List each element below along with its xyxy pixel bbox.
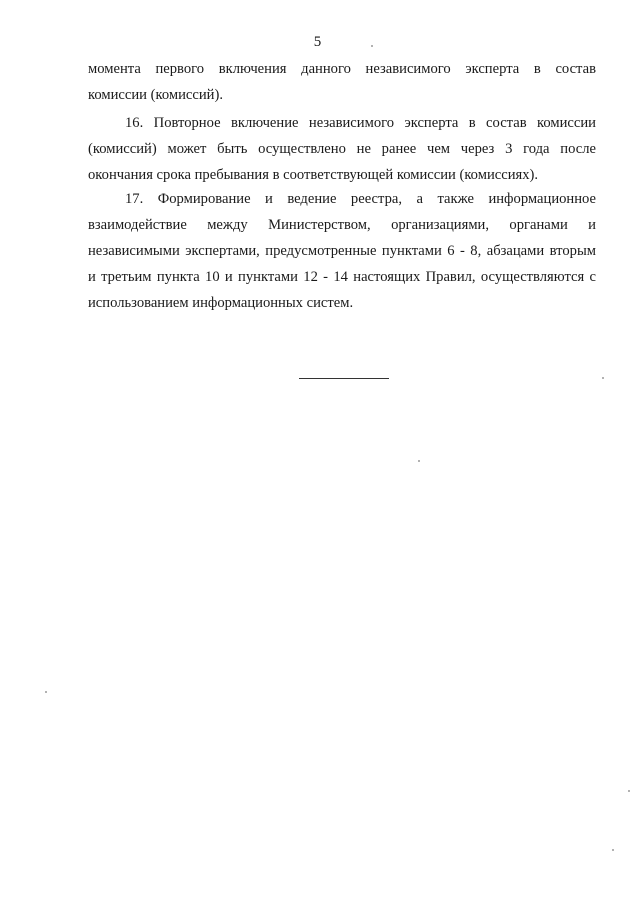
paragraph-line: взаимодействие между Министерством, организациями, органами и xyxy=(88,217,596,233)
paragraph-line: 17. Формирование и ведение реестра, а также информационное xyxy=(125,191,596,207)
paragraph-line: окончания срока пребывания в соответствующей комиссии (комиссиях). xyxy=(88,167,539,183)
paragraph-line: (комиссий) может быть осуществлено не ранее чем через 3 года после xyxy=(88,141,596,157)
paragraph-line: использованием информационных систем. xyxy=(88,295,354,311)
paragraph-17 xyxy=(88,186,596,316)
paragraph-continued xyxy=(88,56,596,108)
page-number: 5 xyxy=(313,34,322,50)
scan-speck xyxy=(45,691,47,693)
scan-speck xyxy=(418,460,420,462)
paragraph-line: независимыми экспертами, предусмотренные пунктами 6 - 8, абзацами вторым xyxy=(88,243,596,259)
paragraph-line: 16. Повторное включение независимого эксперта в состав комиссии xyxy=(125,115,596,131)
scan-speck xyxy=(371,45,373,47)
paragraph-16 xyxy=(88,110,596,188)
scan-speck xyxy=(628,790,630,792)
paragraph-line: момента первого включения данного независимого эксперта в состав xyxy=(88,61,596,77)
paragraph-line: и третьим пункта 10 и пунктами 12 - 14 настоящих Правил, осуществляются с xyxy=(88,269,596,285)
end-of-text-rule xyxy=(299,378,389,379)
scan-speck xyxy=(602,377,604,379)
scan-speck xyxy=(612,849,614,851)
paragraph-line: комиссии (комиссий). xyxy=(88,87,223,103)
